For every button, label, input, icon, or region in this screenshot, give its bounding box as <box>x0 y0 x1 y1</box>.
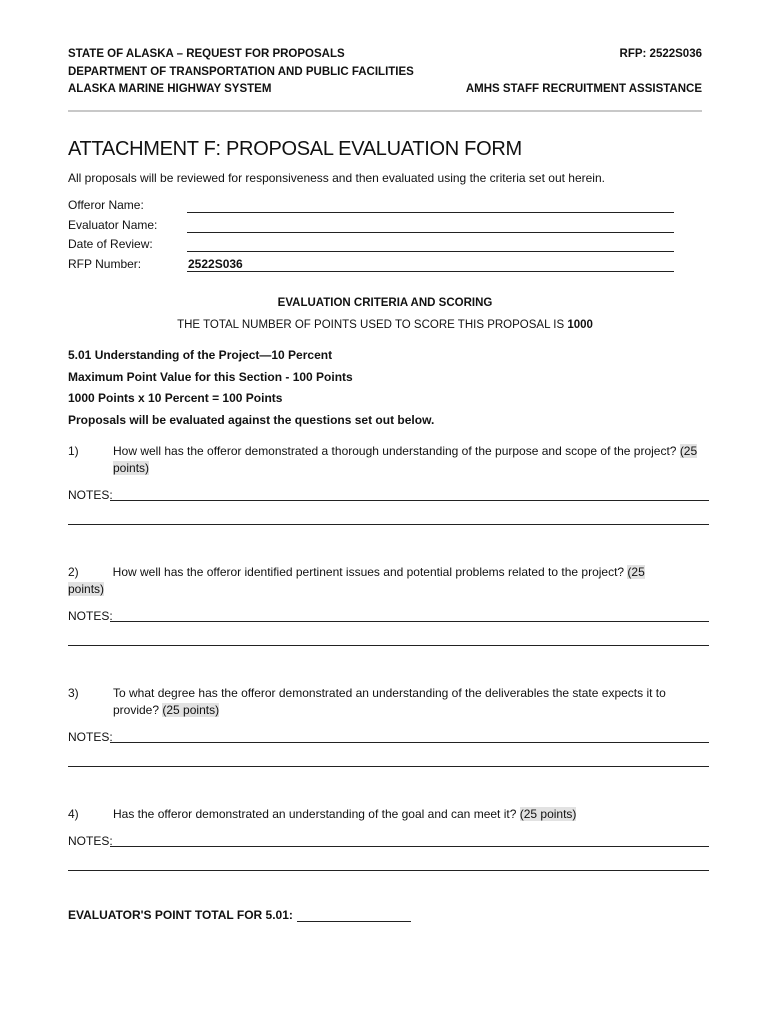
notes-label: NOTES: <box>68 730 113 744</box>
question-2-points-close: points) <box>68 582 105 596</box>
question-4-points: (25 points) <box>519 807 577 821</box>
date-of-review-field[interactable] <box>68 236 702 256</box>
header-rfp-number: RFP: 2522S036 <box>619 48 702 60</box>
question-3-notes[interactable] <box>68 729 702 745</box>
criteria-heading: EVALUATION CRITERIA AND SCORING <box>277 297 493 309</box>
question-2-notes[interactable] <box>68 608 702 624</box>
notes-line <box>110 621 709 622</box>
header-divider <box>68 110 702 112</box>
question-1-points: (25 points) <box>113 444 698 475</box>
question-1-notes-continued[interactable] <box>68 516 702 532</box>
notes-line <box>110 500 709 501</box>
section-instruction: Proposals will be evaluated against the questions set out below. <box>68 412 435 427</box>
question-3-number: 3) <box>68 686 79 700</box>
notes-line <box>110 846 709 847</box>
evaluator-point-total[interactable] <box>68 908 702 924</box>
page-title: ATTACHMENT F: PROPOSAL EVALUATION FORM <box>68 138 522 160</box>
question-3-points: (25 points) <box>162 703 220 717</box>
rfp-number-field[interactable] <box>68 256 702 276</box>
question-1-text: How well has the offeror demonstrated a thorough understanding of the purpose and scope of the project? <box>113 444 680 458</box>
offeror-name-label: Offeror Name: <box>68 198 144 212</box>
question-3-notes-continued[interactable] <box>68 758 702 774</box>
question-3 <box>68 685 702 719</box>
notes-line <box>68 870 709 871</box>
notes-line <box>68 645 709 646</box>
question-2-notes-continued[interactable] <box>68 637 702 653</box>
document-page <box>68 46 702 924</box>
evaluator-name-field[interactable] <box>68 217 702 237</box>
question-2 <box>68 564 702 598</box>
criteria-total <box>68 319 702 331</box>
rfp-number-label: RFP Number: <box>68 256 142 271</box>
criteria-total-value: 1000 <box>567 319 593 331</box>
criteria-total-text: THE TOTAL NUMBER OF POINTS USED TO SCORE THIS PROPOSAL IS <box>177 319 568 331</box>
header-agency <box>68 46 414 99</box>
evaluator-name-label: Evaluator Name: <box>68 217 158 232</box>
header-line-1: STATE OF ALASKA – REQUEST FOR PROPOSALS <box>68 48 345 60</box>
evaluator-total-label: EVALUATOR'S POINT TOTAL FOR 5.01: <box>68 908 293 922</box>
question-3-text: To what degree has the offeror demonstrated an understanding of the deliverables the state expects it to provide? <box>113 686 666 717</box>
notes-label: NOTES: <box>68 609 113 623</box>
question-4 <box>68 806 702 823</box>
review-fields <box>68 197 702 275</box>
question-2-number: 2) <box>68 565 79 579</box>
date-of-review-label: Date of Review: <box>68 237 153 251</box>
rfp-number-value: 2522S036 <box>188 256 243 271</box>
question-4-notes[interactable] <box>68 833 702 849</box>
section-max-points: Maximum Point Value for this Section - 100 Points <box>68 369 353 384</box>
header-line-3: ALASKA MARINE HIGHWAY SYSTEM <box>68 83 272 95</box>
question-1-number: 1) <box>68 444 79 458</box>
notes-label: NOTES: <box>68 488 113 502</box>
question-4-number: 4) <box>68 807 79 821</box>
intro-text: All proposals will be reviewed for responsiveness and then evaluated using the criteria set out herein. <box>68 171 605 185</box>
question-4-notes-continued[interactable] <box>68 862 702 878</box>
notes-line <box>68 524 709 525</box>
evaluator-name-line <box>187 232 674 233</box>
date-of-review-line <box>187 251 674 252</box>
page-header <box>68 46 702 102</box>
section-calculation: 1000 Points x 10 Percent = 100 Points <box>68 391 283 405</box>
notes-line <box>68 766 709 767</box>
question-4-text: Has the offeror demonstrated an understanding of the goal and can meet it? <box>113 807 520 821</box>
question-1-notes[interactable] <box>68 487 702 503</box>
offeror-name-line <box>187 212 674 213</box>
rfp-number-line <box>187 271 674 272</box>
section-title: 5.01 Understanding of the Project—10 Percent <box>68 348 333 362</box>
question-1 <box>68 443 702 477</box>
header-line-2: DEPARTMENT OF TRANSPORTATION AND PUBLIC FACILITIES <box>68 65 414 78</box>
question-2-points-open: (25 <box>627 565 645 579</box>
notes-line <box>110 742 709 743</box>
header-project-name: AMHS STAFF RECRUITMENT ASSISTANCE <box>465 83 702 95</box>
evaluator-total-line <box>297 921 411 922</box>
offeror-name-field[interactable] <box>68 197 702 217</box>
section-info <box>68 345 702 431</box>
notes-label: NOTES: <box>68 834 113 848</box>
question-2-text: How well has the offeror identified pertinent issues and potential problems related to the project? <box>112 565 628 579</box>
